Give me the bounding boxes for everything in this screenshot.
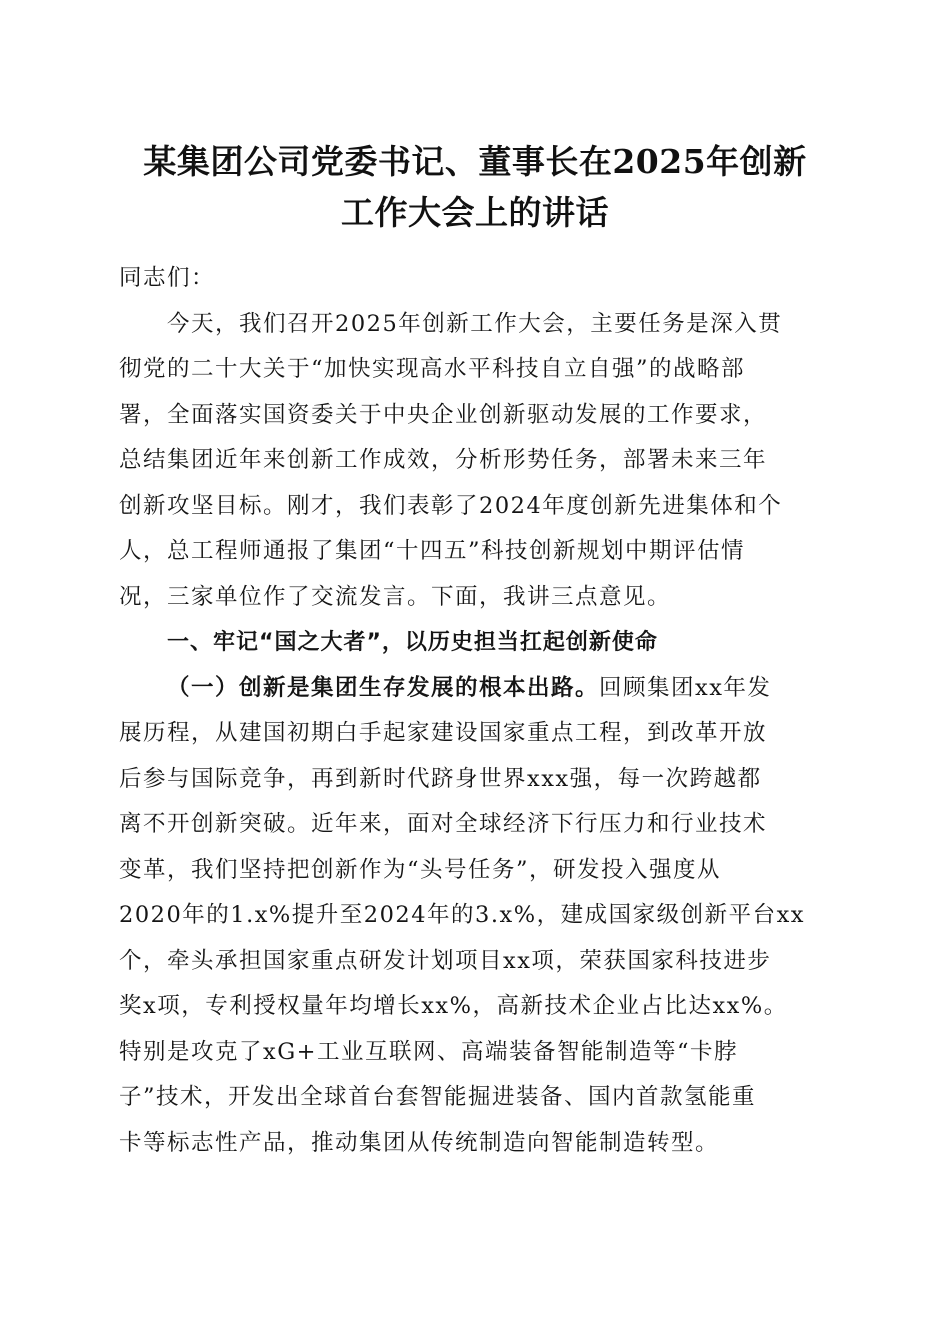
intro-line: 况，三家单位作了交流发言。下面，我讲三点意见。 bbox=[119, 583, 672, 610]
intro-line: 创新攻坚目标。刚才，我们表彰了2024年度创新先进集体和个 bbox=[119, 492, 783, 519]
subsection-line: 子”技术，开发出全球首台套智能掘进装备、国内首款氢能重 bbox=[119, 1084, 757, 1110]
subsection-line: 特别是攻克了xG+工业互联网、高端装备智能制造等“卡脖 bbox=[119, 1038, 739, 1065]
document-body bbox=[119, 256, 831, 1166]
title-line: 某集团公司党委书记、董事长在2025年创新 bbox=[143, 142, 807, 181]
subsection-line: 离不开创新突破。近年来，面对全球经济下行压力和行业技术 bbox=[119, 811, 768, 837]
subsection-line: 奖x项，专利授权量年均增长xx%，高新技术企业占比达xx%。 bbox=[119, 993, 788, 1019]
subsection-line: 卡等标志性产品，推动集团从传统制造向智能制造转型。 bbox=[119, 1129, 720, 1156]
subsection-line: 展历程，从建国初期白手起家建设国家重点工程，到改革开放 bbox=[119, 720, 768, 746]
subsection-line: 2020年的1.x%提升至2024年的3.x%，建成国家级创新平台xx bbox=[119, 902, 805, 928]
intro-line: 彻党的二十大关于“加快实现高水平科技自立自强”的战略部 bbox=[119, 356, 746, 382]
subsection-line: 变革，我们坚持把创新作为“头号任务”，研发投入强度从 bbox=[119, 856, 722, 883]
subsection-line: 后参与国际竞争，再到新时代跻身世界xxx强，每一次跨越都 bbox=[119, 765, 762, 792]
title-line: 工作大会上的讲话 bbox=[341, 193, 609, 232]
intro-line: 署，全面落实国资委关于中央企业创新驱动发展的工作要求， bbox=[119, 401, 768, 428]
salutation: 同志们： bbox=[119, 265, 216, 291]
subsection-first-line-text: 回顾集团xx年发 bbox=[599, 674, 772, 701]
intro-line: 总结集团近年来创新工作成效，分析形势任务，部署未来三年 bbox=[119, 447, 768, 473]
intro-line: 人，总工程师通报了集团“十四五”科技创新规划中期评估情 bbox=[119, 538, 746, 564]
subsection-line: 个，牵头承担国家重点研发计划项目xx项，荣获国家科技进步 bbox=[119, 947, 772, 974]
document-title bbox=[100, 136, 850, 238]
intro-line: 今天，我们召开2025年创新工作大会，主要任务是深入贯 bbox=[167, 310, 783, 337]
subsection-heading: （一）创新是集团生存发展的根本出路。 bbox=[167, 674, 600, 701]
subsection-first-line bbox=[119, 666, 831, 712]
section-heading: 一、牢记“国之大者”，以历史担当扛起创新使命 bbox=[167, 630, 658, 655]
